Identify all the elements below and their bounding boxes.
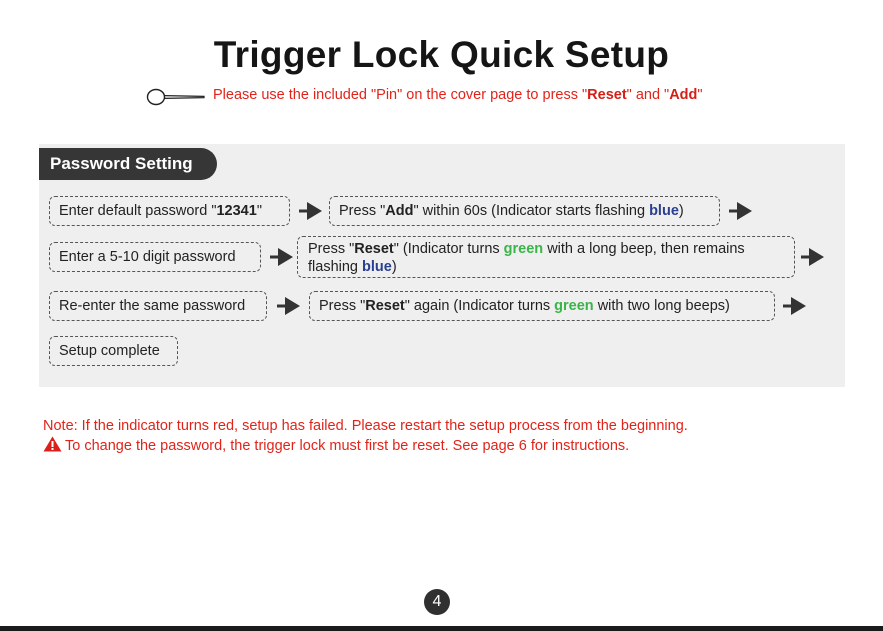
warning-triangle-icon (43, 436, 62, 452)
pin-instruction-text: Please use the included "Pin" on the cover page to press "Reset" and "Add" (213, 87, 703, 103)
password-setting-panel (39, 144, 845, 387)
step-press-reset-again: Press "Reset" again (Indicator turns green with two long beeps) (309, 291, 775, 321)
pin-instruction (0, 86, 883, 108)
arrow-right-icon (801, 248, 825, 266)
failure-note: Note: If the indicator turns red, setup has failed. Please restart the setup process from the beginning. (43, 418, 688, 434)
reset-keyword: Reset (587, 87, 627, 103)
arrow-right-icon (270, 248, 294, 266)
page-title: Trigger Lock Quick Setup (213, 34, 670, 75)
bottom-rule (0, 626, 883, 631)
arrow-right-icon (299, 202, 323, 220)
step-press-add: Press "Add" within 60s (Indicator starts flashing blue) (329, 196, 720, 226)
step-setup-complete: Setup complete (49, 336, 178, 366)
step-enter-new-password: Enter a 5-10 digit password (49, 242, 261, 272)
reset-warning: To change the password, the trigger lock must first be reset. See page 6 for instructions. (43, 436, 688, 456)
step-press-reset: Press "Reset" (Indicator turns green with a long beep, then remains flashing blue) (297, 236, 795, 278)
add-keyword: Add (669, 87, 698, 103)
pin-icon (146, 87, 208, 107)
section-tab-label: Password Setting (50, 154, 193, 173)
step-enter-default-password: Enter default password "12341" (49, 196, 290, 226)
arrow-right-icon (783, 297, 807, 315)
arrow-right-icon (277, 297, 301, 315)
section-tab (39, 148, 217, 180)
notes-section (43, 416, 688, 456)
page-number: 4 (424, 589, 450, 615)
arrow-right-icon (729, 202, 753, 220)
step-reenter-password: Re-enter the same password (49, 291, 267, 321)
